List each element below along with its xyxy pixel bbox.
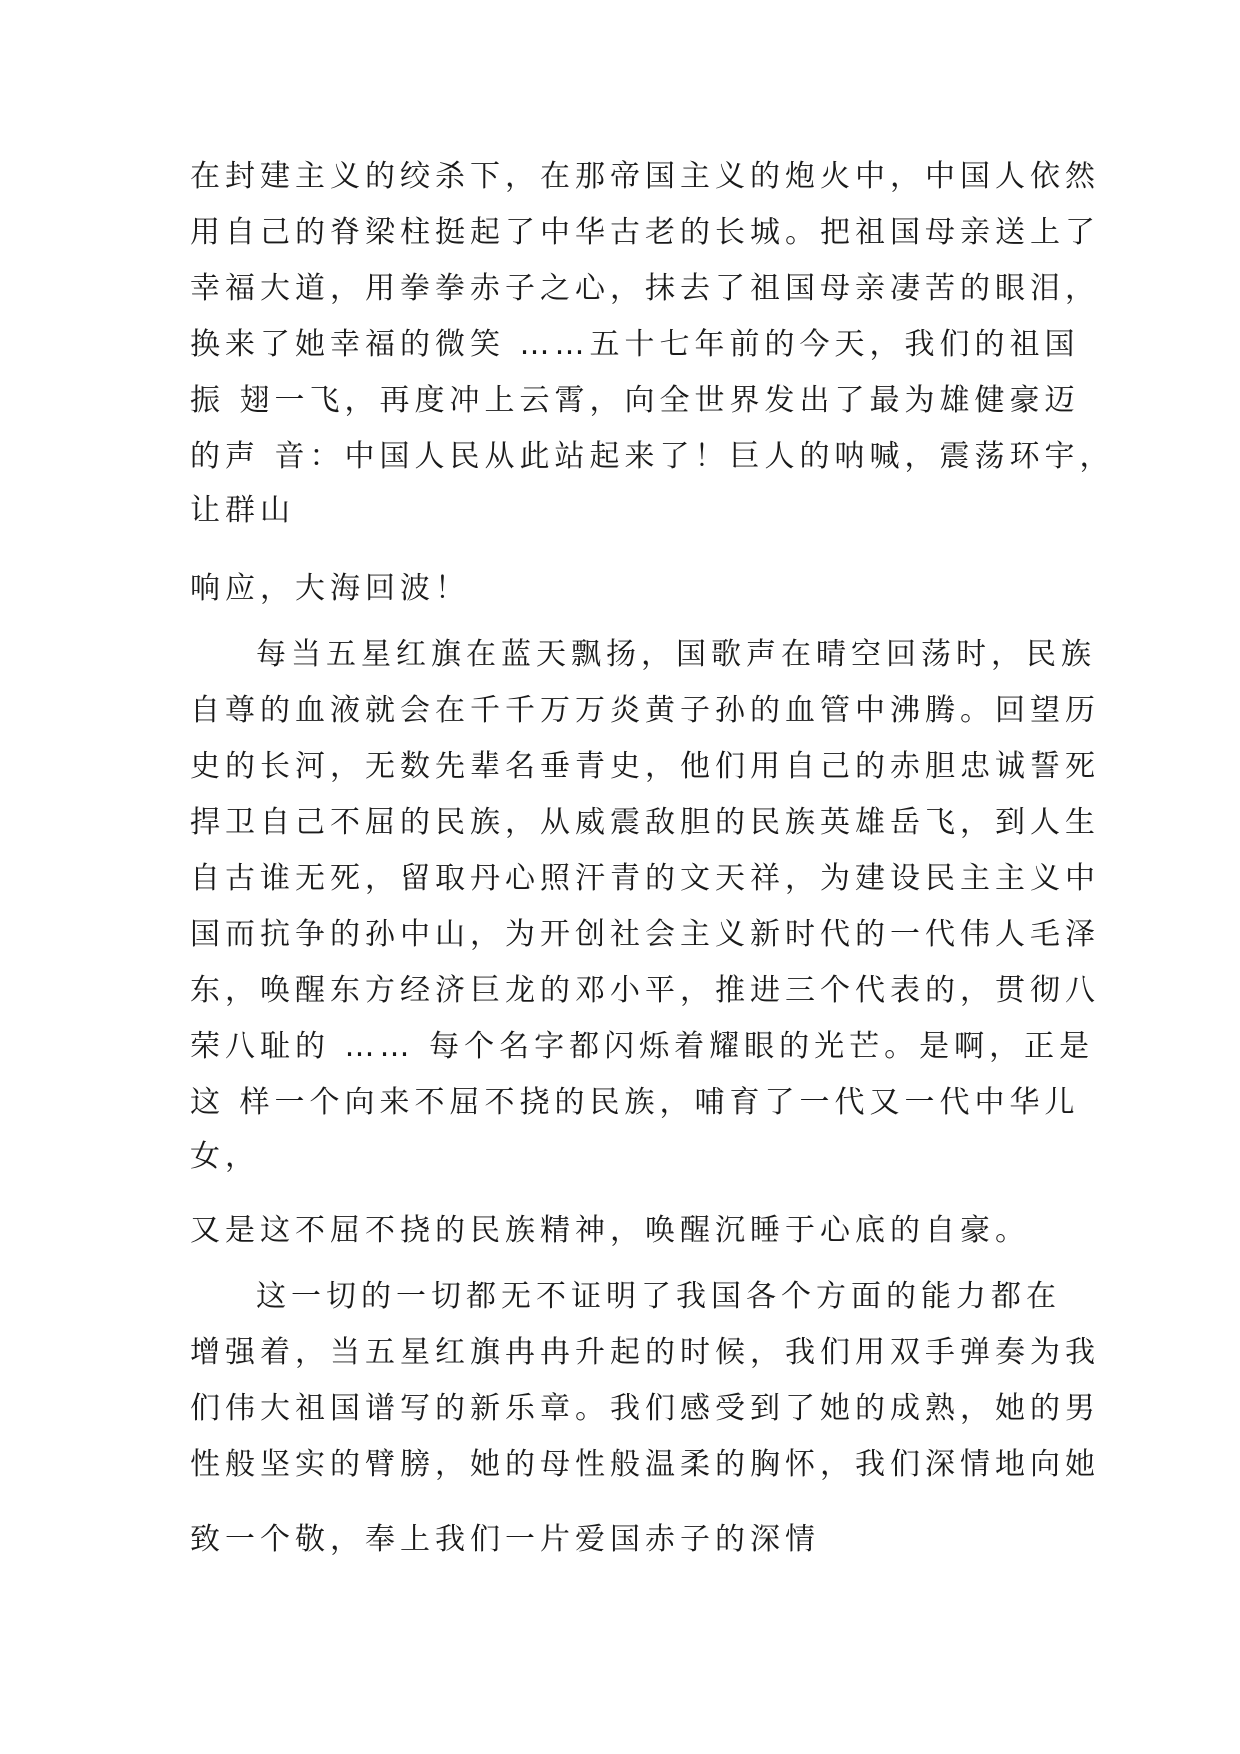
text-line: 在封建主义的绞杀下，在那帝国主义的炮火中，中国人依然: [190, 159, 1100, 194]
text-line: 振 翅一飞，再度冲上云霄，向全世界发出了最为雄健豪迈: [190, 383, 1080, 418]
text-line: 荣八耻的 …… 每个名字都闪烁着耀眼的光芒。是啊，正是: [190, 1029, 1095, 1064]
text-line: 致一个敬，奉上我们一片爱国赤子的深情: [190, 1522, 820, 1557]
text-line: 这 样一个向来不屈不挠的民族，哺育了一代又一代中华儿: [190, 1085, 1080, 1120]
text-line: 自古谁无死，留取丹心照汗青的文天祥，为建设民主主义中: [190, 861, 1100, 896]
paragraph-first-line: 这一切的一切都无不证明了我国各个方面的能力都在: [256, 1279, 1061, 1314]
text-line: 让群山: [190, 493, 295, 528]
text-line: 响应，大海回波！: [190, 571, 470, 606]
text-line: 幸福大道，用拳拳赤子之心，抹去了祖国母亲凄苦的眼泪，: [190, 271, 1100, 306]
text-line: 用自己的脊梁柱挺起了中华古老的长城。把祖国母亲送上了: [190, 215, 1100, 250]
text-line: 增强着，当五星红旗冉冉升起的时候，我们用双手弹奏为我: [190, 1335, 1100, 1370]
text-line: 东，唤醒东方经济巨龙的邓小平，推进三个代表的，贯彻八: [190, 973, 1100, 1008]
text-line: 史的长河，无数先辈名垂青史，他们用自己的赤胆忠诚誓死: [190, 749, 1100, 784]
text-line: 国而抗争的孙中山，为开创社会主义新时代的一代伟人毛泽: [190, 917, 1100, 952]
text-line: 换来了她幸福的微笑 ……五十七年前的今天，我们的祖国: [190, 327, 1080, 362]
text-line: 性般坚实的臂膀，她的母性般温柔的胸怀，我们深情地向她: [190, 1447, 1100, 1482]
text-line: 自尊的血液就会在千千万万炎黄子孙的血管中沸腾。回望历: [190, 693, 1100, 728]
text-line: 们伟大祖国谱写的新乐章。我们感受到了她的成熟，她的男: [190, 1391, 1100, 1426]
text-line: 女，: [190, 1139, 260, 1174]
text-line: 又是这不屈不挠的民族精神，唤醒沉睡于心底的自豪。: [190, 1213, 1030, 1248]
text-line: 的声 音：中国人民从此站起来了！巨人的呐喊，震荡环宇，: [190, 439, 1115, 474]
text-line: 捍卫自己不屈的民族，从威震敌胆的民族英雄岳飞，到人生: [190, 805, 1100, 840]
paragraph-first-line: 每当五星红旗在蓝天飘扬，国歌声在晴空回荡时，民族: [256, 637, 1096, 672]
